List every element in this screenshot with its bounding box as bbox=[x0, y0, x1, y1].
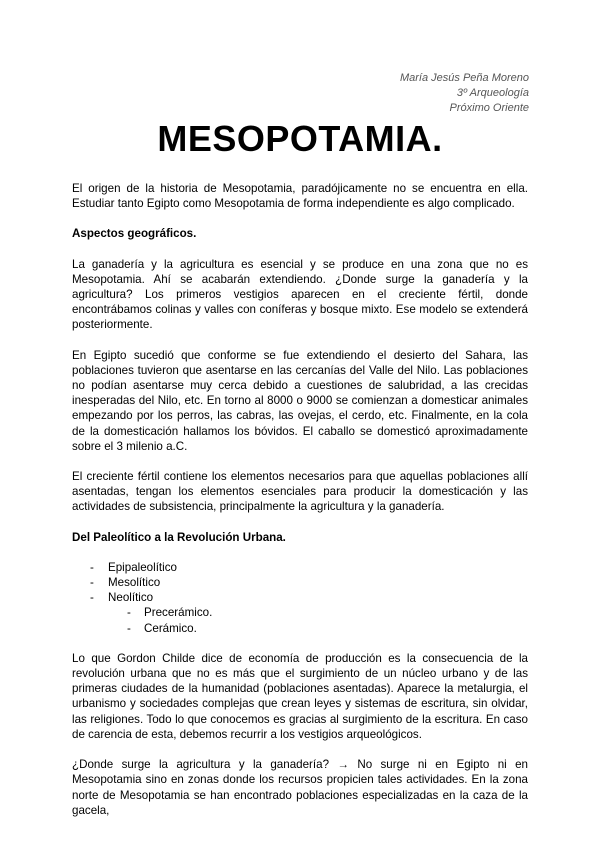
list-item: - Neolítico bbox=[72, 590, 528, 605]
course-label: 3º Arqueología bbox=[456, 87, 529, 99]
section-heading-paleolithic: Del Paleolítico a la Revolución Urbana. bbox=[72, 530, 286, 544]
section-heading-geography: Aspectos geográficos. bbox=[72, 227, 197, 241]
sub-list-item: - Cerámico. bbox=[72, 621, 528, 636]
paragraph: ¿Donde surge la agricultura y la ganadería? → No surge ni en Egipto ni en Mesopotamia sino en zonas donde los recursos propicien tales actividades. En la zona norte de Mesopotamia se han encontrado poblaciones especializadas en la caza de la gacela, bbox=[72, 758, 528, 817]
subject-label: Próximo Oriente bbox=[449, 102, 529, 114]
list-item: - Epipaleolítico bbox=[72, 560, 528, 575]
author-name: María Jesús Peña Moreno bbox=[399, 72, 529, 84]
document-body bbox=[72, 181, 528, 833]
paragraph: Lo que Gordon Childe dice de economía de producción es la consecuencia de la revolución urbana que no es más que el surgimiento de un núcleo urbano y de las primeras ciudades de la humanidad (poblaciones asentadas). Aparece la metalurgia, el urbanismo y sociedades complejas que crean leyes y sistemas de escritura, sin olvidar, las religiones. Todo lo que conocemos es gracias al surgimiento de la escritura. En caso de carencia de esta, debemos recurrir a los vestigios arqueológicos. bbox=[72, 651, 528, 741]
page-title: MESOPOTAMIA. bbox=[157, 118, 443, 159]
period-list bbox=[72, 560, 528, 636]
paragraph: La ganadería y la agricultura es esencial y se produce en una zona que no es Mesopotamia. Ahí se acabarán extendiendo. ¿Donde surge la ganadería y la agricultura? Los primeros vestigios aparecen en el creciente fértil, donde encontrábamos colinas y valles con coníferas y bosque mixto. Ese modelo se extenderá posteriormente. bbox=[72, 257, 528, 332]
sub-list-item: - Precerámico. bbox=[72, 605, 528, 620]
intro-paragraph: El origen de la historia de Mesopotamia, paradójicamente no se encuentra en ella. Estudiar tanto Egipto como Mesopotamia de forma independiente es algo complicado. bbox=[72, 182, 528, 211]
paragraph: El creciente fértil contiene los elementos necesarios para que aquellas poblaciones allí asentadas, tengan los elementos esenciales para producir la domesticación y las actividades de subsistencia, principalmente la agricultura y la ganadería. bbox=[72, 470, 528, 514]
list-item: - Mesolítico bbox=[72, 575, 528, 590]
document-header bbox=[400, 71, 529, 116]
paragraph: En Egipto sucedió que conforme se fue extendiendo el desierto del Sahara, las poblaciones tuvieron que asentarse en las cercanías del Valle del Nilo. Las poblaciones no podían asentarse muy cerca debido a cuestiones de salubridad, a las crecidas inesperadas del Nilo, etc. En torno al 8000 o 9000 se comienzan a domesticar animales empezando por los perros, las cabras, las ovejas, el cerdo, etc. Finalmente, en la cola de la domesticación hallamos los bóvidos. El caballo se domesticó aproximadamente sobre el 3 milenio a.C. bbox=[72, 348, 528, 453]
